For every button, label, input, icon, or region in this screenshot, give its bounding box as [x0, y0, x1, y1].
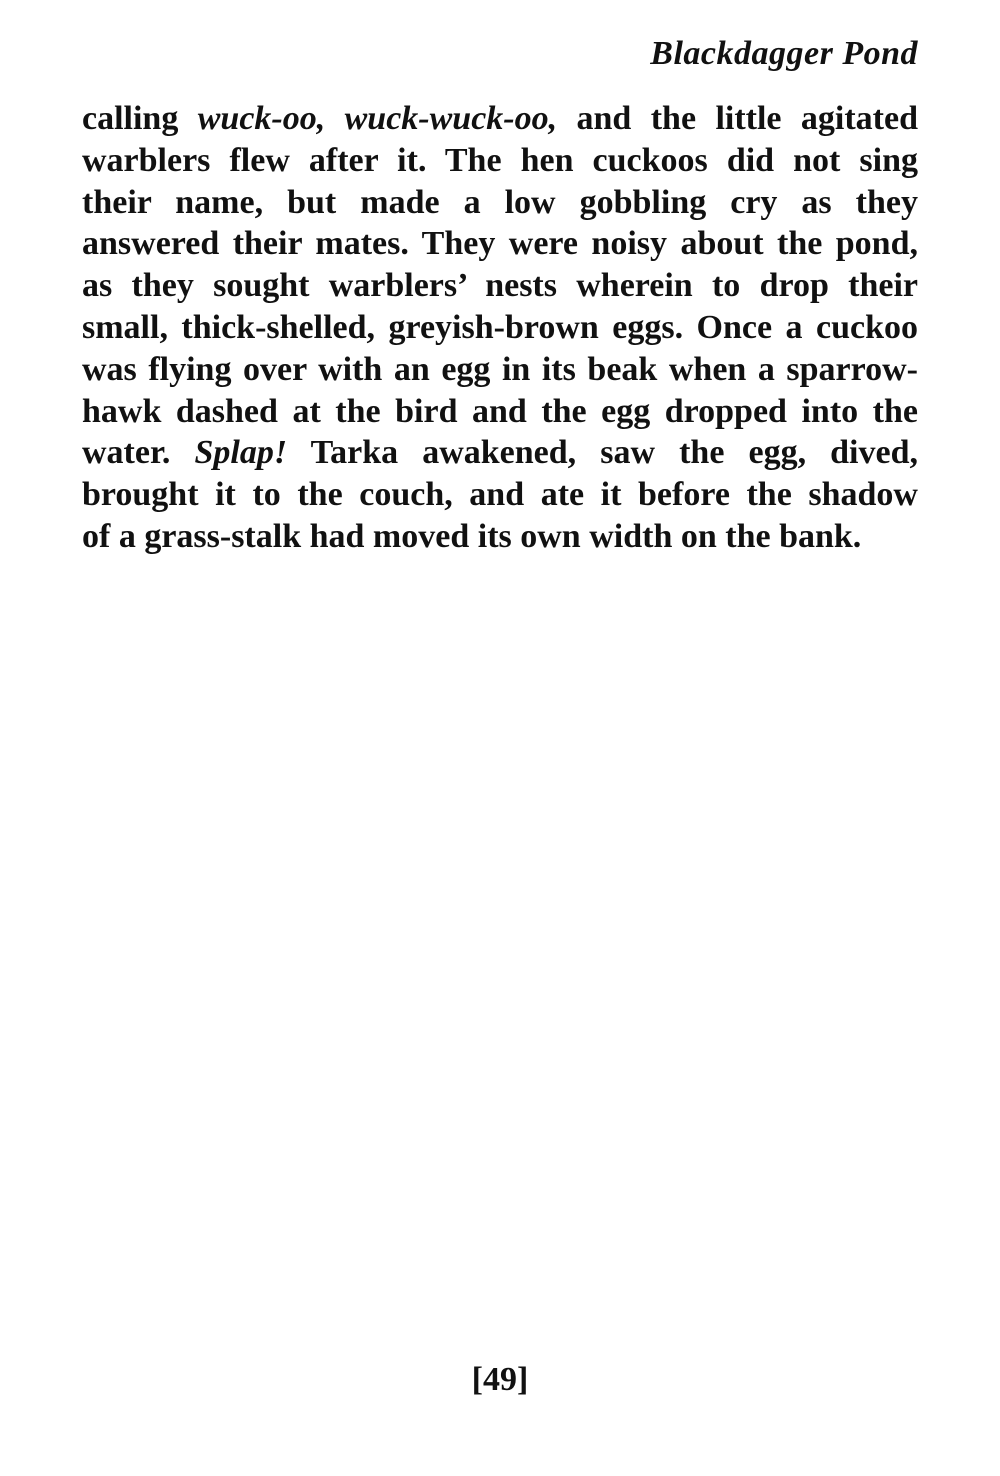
text-line: water. Splap! Tarka awakened, saw the egg, dived,	[82, 434, 918, 472]
running-head: Blackdagger Pond	[650, 35, 918, 72]
text-line: their name, but made a low gobbling cry as they	[82, 183, 918, 221]
text-line: was flying over with an egg in its beak when a sparrow-	[82, 350, 918, 388]
text-line: brought it to the couch, and ate it before the shadow	[82, 476, 918, 514]
text-line: warblers flew after it. The hen cuckoos did not sing	[82, 141, 918, 179]
text-line: of a grass-stalk had moved its own width on the bank.	[82, 517, 862, 555]
text-line: calling wuck-oo, wuck-wuck-oo, and the little agitated	[82, 100, 918, 137]
page-number: [49]	[471, 1361, 529, 1398]
text-line: hawk dashed at the bird and the egg dropped into the	[82, 392, 918, 430]
text-line: as they sought warblers’ nests wherein to drop their	[82, 267, 918, 305]
body-paragraph	[82, 98, 918, 558]
text-line: answered their mates. They were noisy about the pond,	[82, 225, 918, 263]
text-line: small, thick-shelled, greyish-brown eggs. Once a cuckoo	[82, 308, 918, 346]
italic-splap: Splap!	[194, 434, 288, 472]
italic-call: wuck-oo, wuck-wuck-oo,	[197, 100, 558, 137]
